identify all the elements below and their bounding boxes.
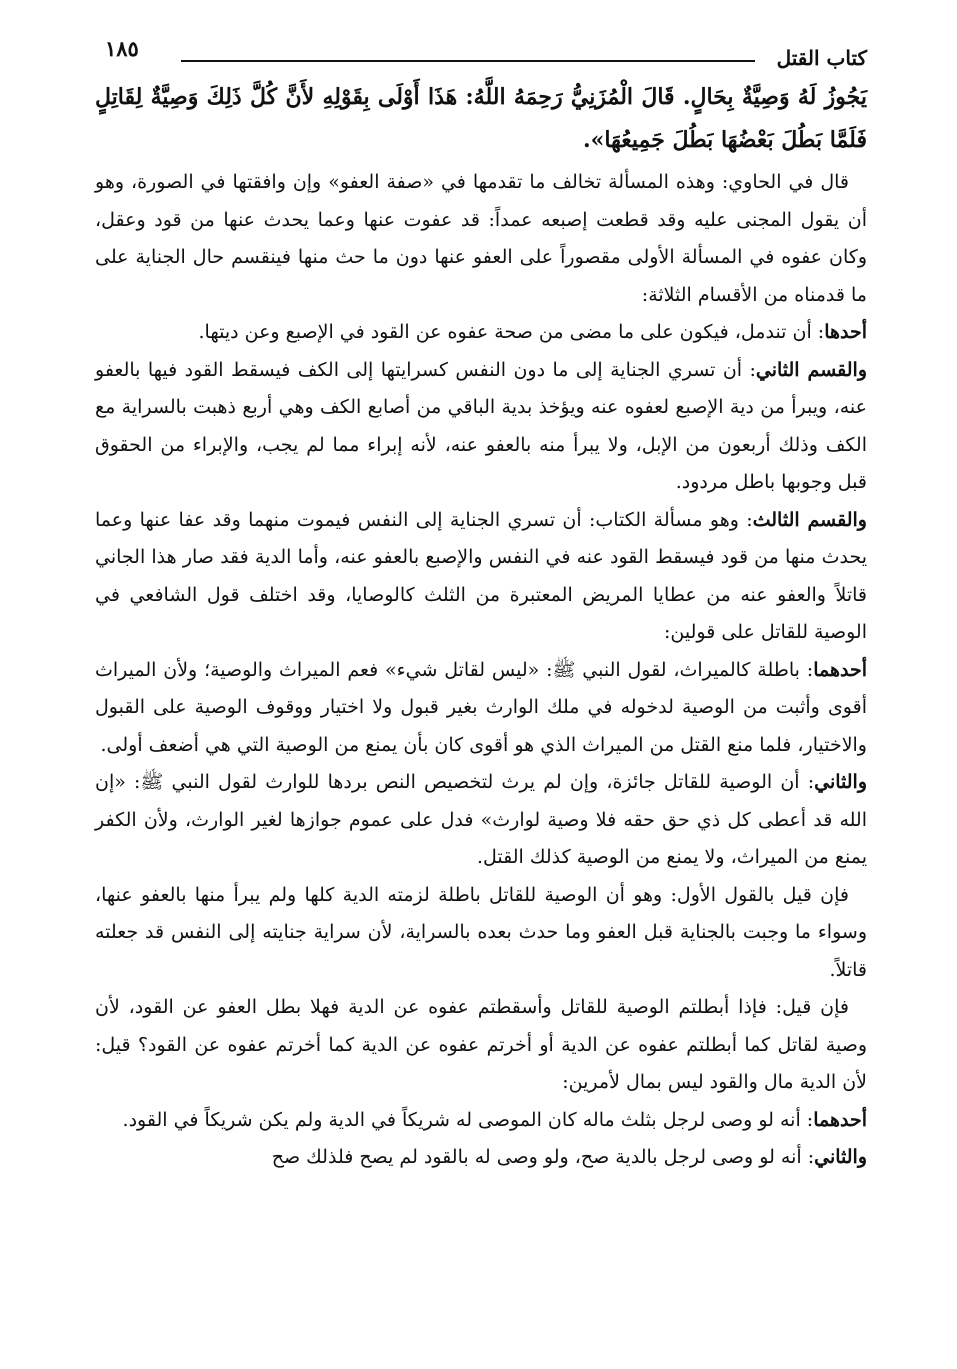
matn-text: يَجُوزُ لَهُ وَصِيَّةٌ بِحَالٍ. قَالَ الْمُزَنِيُّ رَحِمَهُ اللَّهُ: هَذَا أَوْلَى بِقَوْلِهِ لأَنَّ كُلَّ ذَلِكَ وَصِيَّةٌ لِقَاتِلٍ فَلَمَّا بَطُلَ بَعْضُهَا بَطُلَ جَمِيعُهَا». <box>95 84 867 153</box>
paragraph-text: قال في الحاوي: وهذه المسألة تخالف ما تقدمها في «صفة العفو» وإن وافقتها في الصورة، وهو أن يقول المجنى عليه وقد قطعت إصبعه عمداً: قد عفوت عنها وعما يحدث عنها من قود وعقل، وكان عفوه في المسألة الأولى مقصوراً على العفو عنها دون ما حث منها فينقسم حال الجناية على ما قدمناه من الأقسام الثلاثة: <box>95 171 867 306</box>
book-page <box>95 32 867 1177</box>
paragraph-text: : أن تسري الجناية إلى ما دون النفس كسرايتها إلى الكف فيسقط القود فيها بالعفو عنه، ويبرأ من دية الإصبع لعفوه عنه ويؤخذ بدية الباقي من أصابع الكف وهي أربع ذهبت بالسراية مع الكف وذلك أربعون من الإبل، ولا يبرأ منه بالعفو عنه، لأنه إبراء مما لم يجب، والإبراء من الحقوق قبل وجوبها باطل مردود. <box>95 358 867 493</box>
paragraph-opinion-one <box>95 652 867 765</box>
paragraph-text: فإن قيل: فإذا أبطلتم الوصية للقاتل وأسقطتم عفوه عن الدية فهلا بطل العفو عن القود، لأن وصية لقاتل كما أبطلتم عفوه عن الدية أو أخرتم عفوه عن الدية كما أخرتم عفوه عن القود؟ قيل: لأن الدية مال والقود ليس بمال لأمرين: <box>95 996 867 1093</box>
paragraph-text: : أن تندمل، فيكون على ما مضى من صحة عفوه عن القود في الإصبع وعن ديتها. <box>198 321 825 343</box>
paragraph-text: فإن قيل بالقول الأول: وهو أن الوصية للقاتل باطلة لزمته الدية كلها ولم يبرأ منها بالعفو عنها، وسواء ما وجبت بالجناية قبل العفو وما حدث بعده بالسراية، لأن سراية جنايته إلى النفس قد جعلته قاتلاً. <box>95 883 867 981</box>
paragraph-first-opinion-consequence <box>95 877 867 990</box>
paragraph-hawi-intro <box>95 164 867 314</box>
paragraph-text: : وهو مسألة الكتاب: أن تسري الجناية إلى النفس فيموت منهما وقد عفا عنها وعما يحدث منها من قود فيسقط القود عنه في النفس والإصبع بالعفو عنه، وأما الدية فقد صار هذا الجاني قاتلاً والعفو عنه من عطايا المريض المعتبرة من الثلث كالوصايا، وقد اختلف قول الشافعي في الوصية للقاتل على قولين: <box>95 508 867 643</box>
paragraph-opinion-two <box>95 764 867 877</box>
paragraph-lead: والقسم الثالث <box>752 508 867 531</box>
paragraph-text: : أنه لو وصى لرجل بالدية صح، ولو وصى له بالقود لم يصح فلذلك صح <box>271 1146 815 1168</box>
header-rule <box>181 60 755 62</box>
paragraph-objection <box>95 989 867 1102</box>
paragraph-lead: والقسم الثاني <box>755 358 867 381</box>
paragraph-text: : أنه لو وصى لرجل بثلث ماله كان الموصى له شريكاً في الدية ولم يكن شريكاً في القود. <box>122 1108 814 1131</box>
paragraph-text: : أن الوصية للقاتل جائزة، وإن لم يرث لتخصيص النص بردها للوارث لقول النبي ﷺ: «إن الله قد أعطى كل ذي حق حقه فلا وصية لوارث» فدل على عموم جوازها لغير الوارث، ولأن الكفر يمنع من الميراث، ولا يمنع من الوصية كذلك القتل. <box>95 771 867 868</box>
paragraph-case-two <box>95 352 867 502</box>
paragraph-lead: والثاني <box>814 1146 867 1168</box>
paragraph-reason-one <box>95 1102 867 1140</box>
paragraph-reason-two <box>95 1139 867 1177</box>
paragraph-text: : باطلة كالميراث، لقول النبي ﷺ: «ليس لقاتل شيء» فعم الميراث والوصية؛ ولأن الميراث أقوى وأثبت من الوصية لدخوله في ملك الوارث بغير قبول ولا اختيار ووقوف الوصية على القبول والاختيار، فلما منع القتل من الميراث الذي هو أقوى كان بأن يمنع من الوصية التي هي أضعف أولى. <box>95 658 867 756</box>
paragraph-lead: أحدها <box>824 321 867 343</box>
paragraph-lead: أحدهما <box>813 1108 867 1131</box>
paragraph-case-one <box>95 314 867 352</box>
paragraph-case-three <box>95 502 867 652</box>
page-header <box>95 32 867 76</box>
page-number: ١٨٥ <box>105 36 139 61</box>
paragraph-lead: والثاني <box>814 771 867 793</box>
running-title: كتاب القتل <box>776 46 867 70</box>
paragraph-lead: أحدهما <box>813 658 867 681</box>
